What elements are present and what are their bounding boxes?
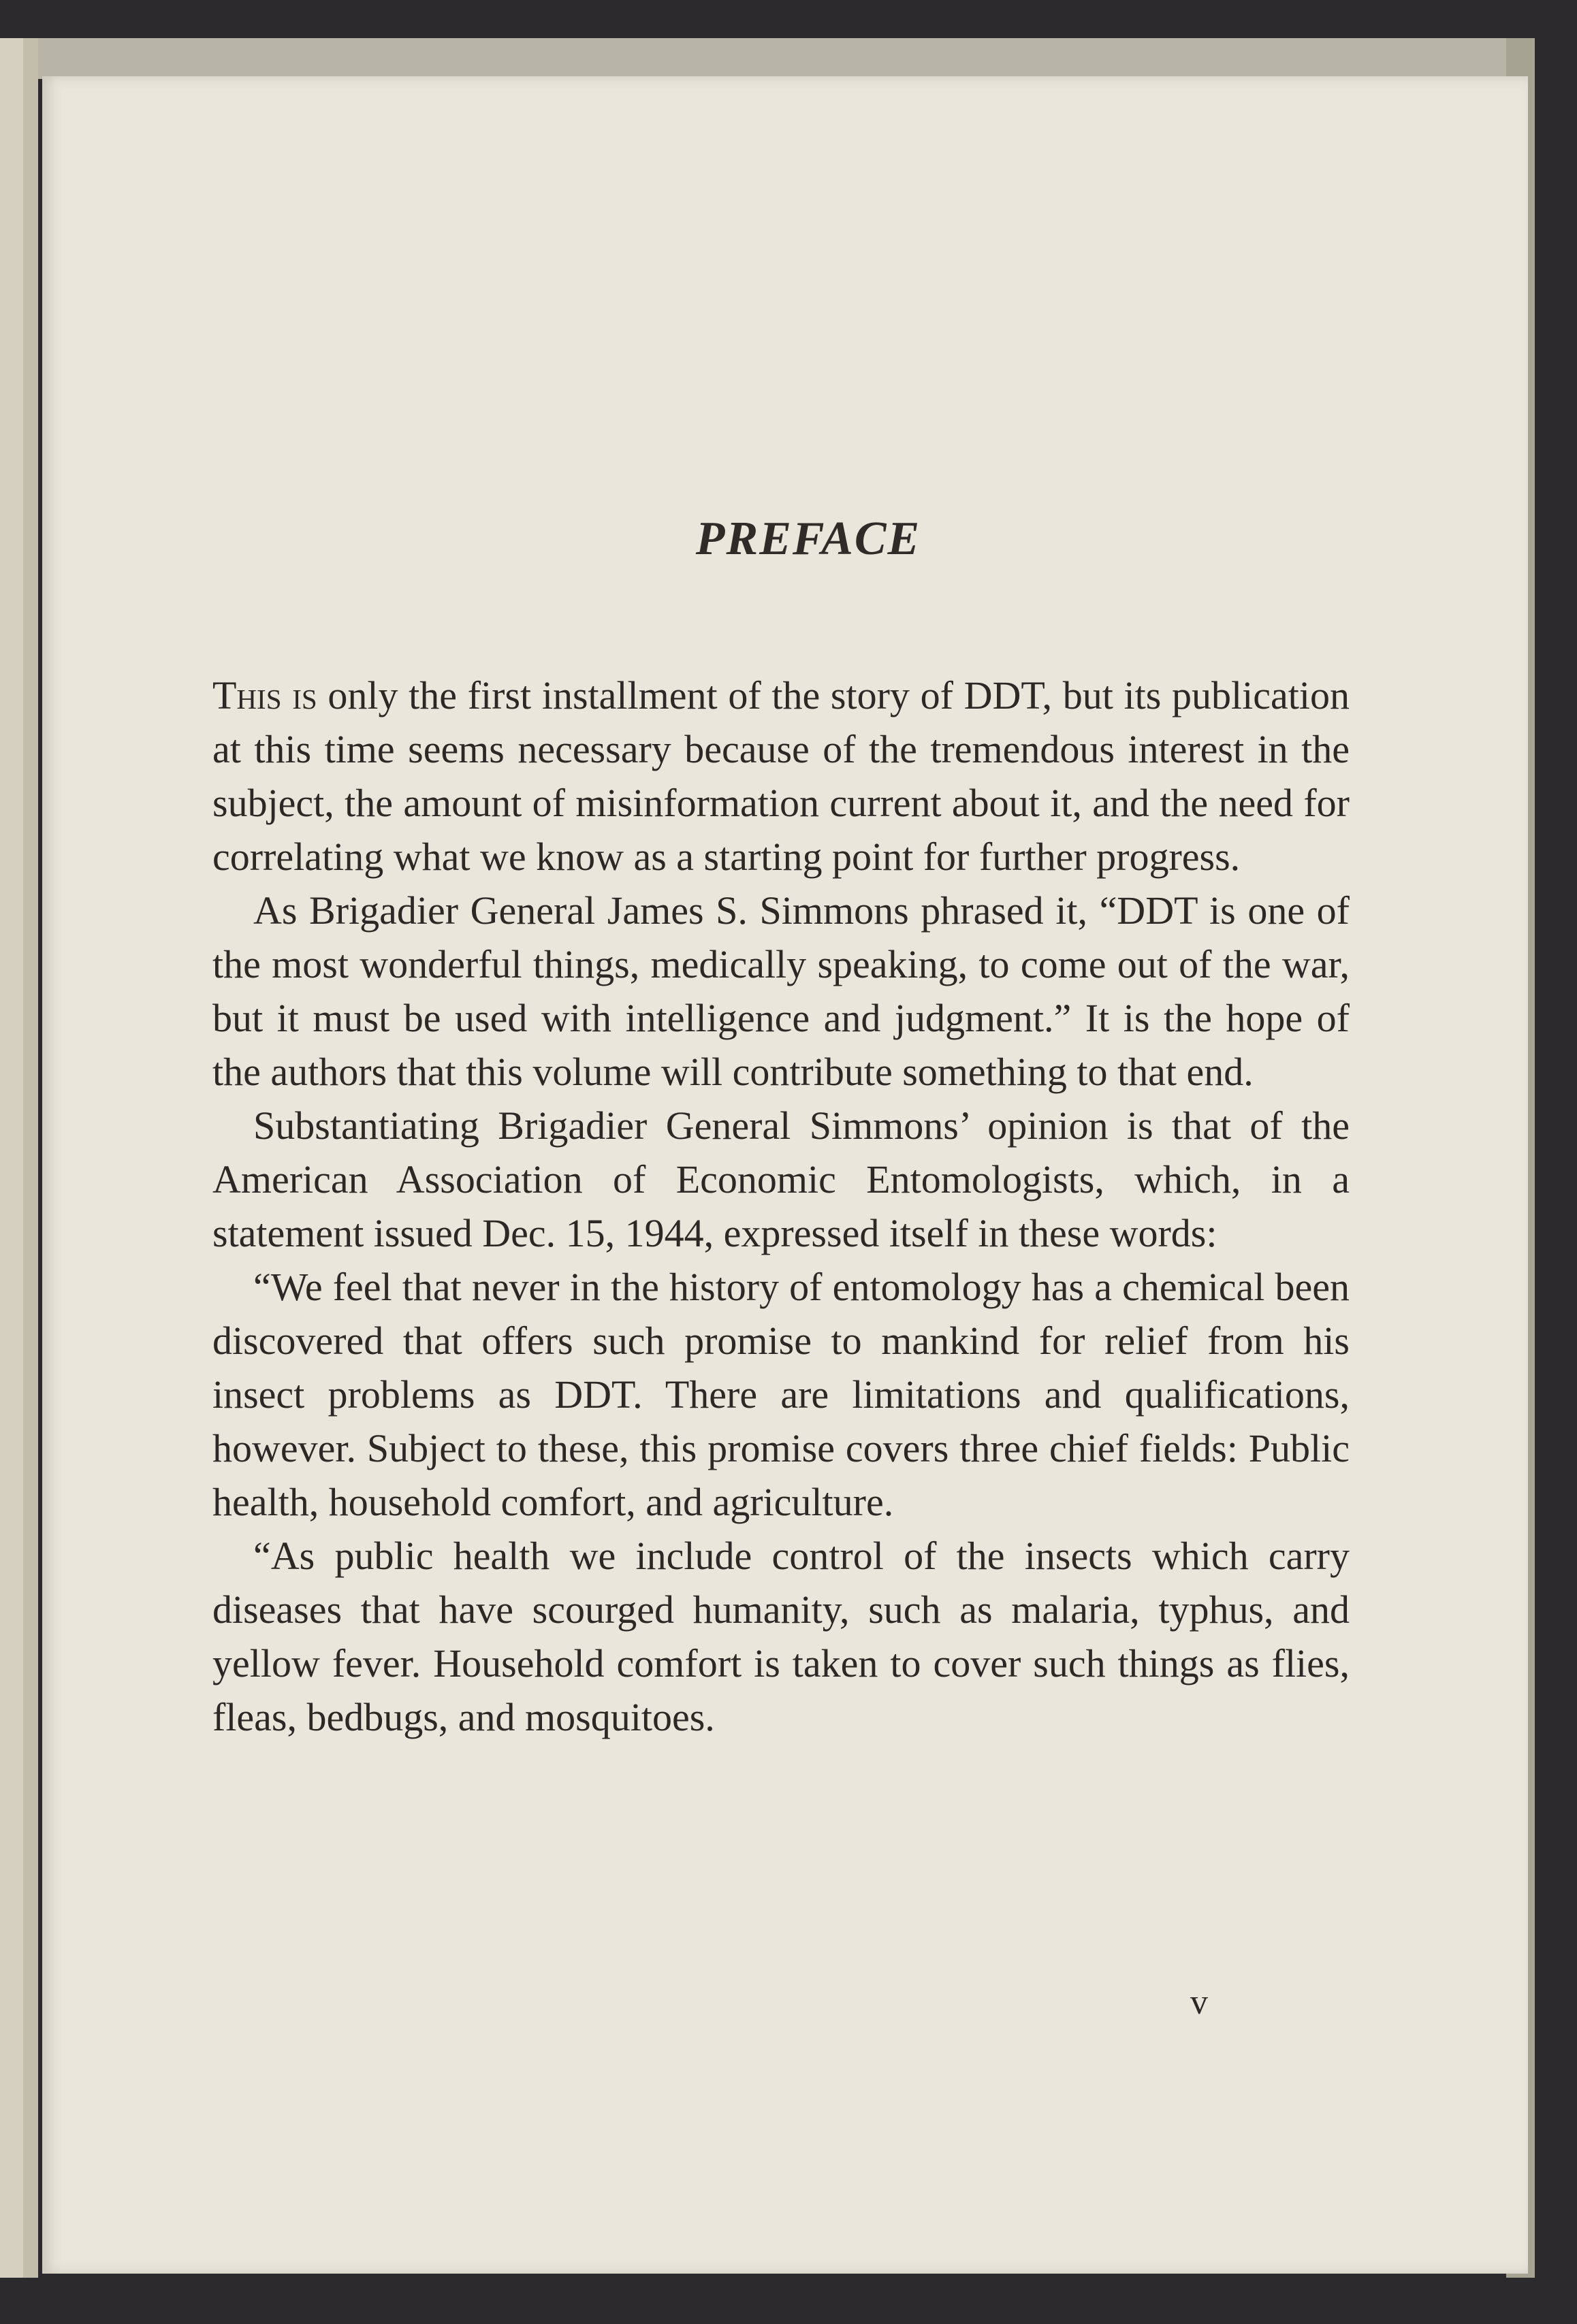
page-title: PREFACE [695, 513, 921, 565]
paragraph-5-quote: “As public health we include control of the insects which carry diseases that have scourged humanity, such as malaria, typhus, and yellow fever. Household comfort is taken to cover such things as flies, fleas, bedbugs, and mosquitoes. [212, 1534, 1350, 1739]
paragraph-1-lead: This is [212, 673, 317, 717]
paragraph-1 [212, 668, 1350, 884]
book-gutter [23, 38, 38, 2278]
book-page [42, 76, 1528, 2274]
book-cover-top-edge [0, 38, 1532, 79]
page-number: v [1190, 1983, 1208, 2022]
page-text-block [212, 512, 1350, 1744]
paragraph-1-text: only the first installment of the story of DDT, but its publication at this time seems necessary because of the tremendous interest in the subject, the amount of misinformation current about it, and the need for correlating what we know as a starting point for further progress. [212, 673, 1350, 879]
paragraph-3: Substantiating Brigadier General Simmons’ opinion is that of the American Association of Economic Entomologists, which, in a statement issued Dec. 15, 1944, expressed itself in these words: [212, 1103, 1350, 1255]
paragraph-2: As Brigadier General James S. Simmons phrased it, “DDT is one of the most wonderful things, medically speaking, to come out of the war, but it must be used with intelligence and judgment.” It is the hope of the authors that this volume will contribute something to that end. [212, 888, 1350, 1094]
paragraph-4-quote: “We feel that never in the history of entomology has a chemical been discovered that offers such promise to mankind for relief from his insect problems as DDT. There are limitations and qualifications, however. Subject to these, this promise covers three chief fields: Public health, household comfort, and agriculture. [212, 1265, 1350, 1524]
